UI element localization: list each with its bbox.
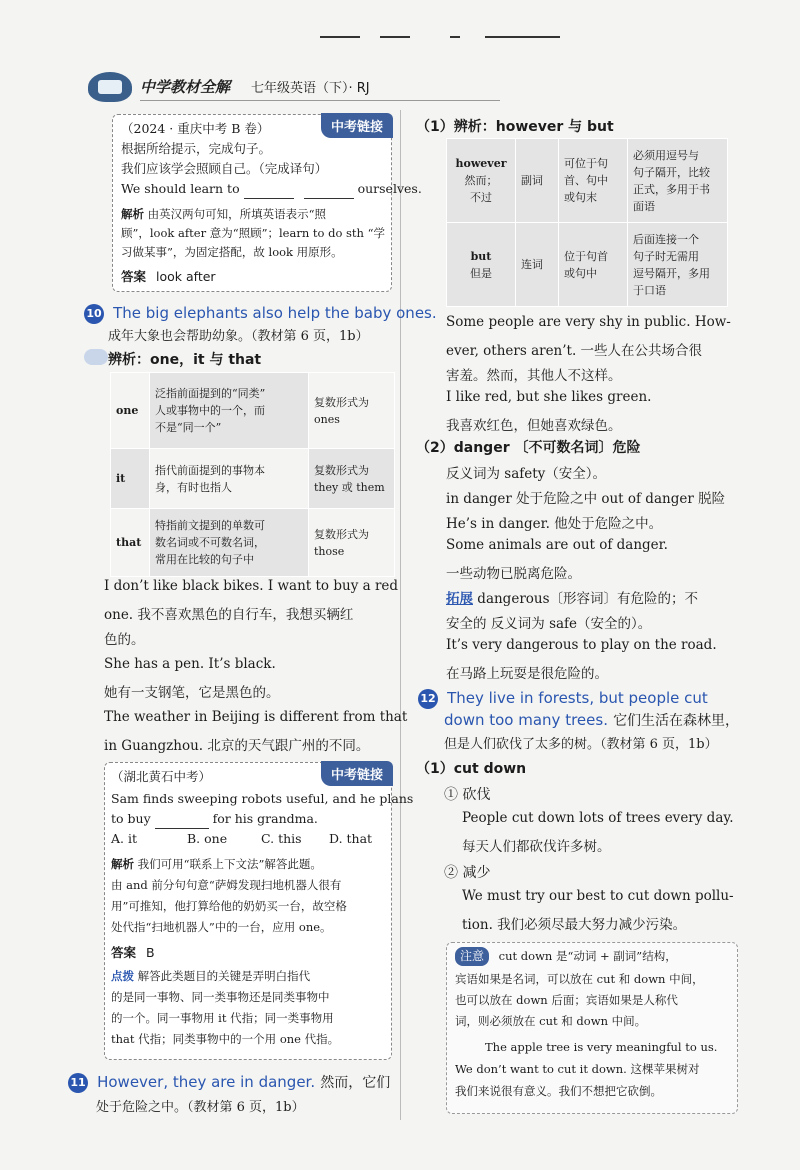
- item-10-english: The big elephants also help the baby ones.: [113, 304, 437, 322]
- analysis-text: 用”可推知，他打算给他的奶奶买一台，故空格: [111, 899, 347, 913]
- use-line: 句子隔开，比较: [633, 165, 710, 179]
- item-11-english: However, they are in danger.: [97, 1073, 316, 1091]
- analysis-label: 解析: [111, 857, 134, 871]
- plural-line: ones: [314, 412, 340, 426]
- place-line: 可位于句: [564, 157, 608, 170]
- table-cell-pos: 副词: [516, 139, 559, 223]
- analysis-text: 顾”，look after 意为“照顾”；learn to do sth “学: [121, 226, 385, 240]
- desc-line: 指代前面提到的事物本: [155, 463, 265, 477]
- example-line: She has a pen. It’s black.: [104, 656, 276, 672]
- meaning-1: ① 砍伐: [444, 787, 491, 803]
- item-11-chinese: 然而，它们: [320, 1075, 391, 1091]
- item-number-badge: 12: [418, 689, 438, 709]
- example-line: The weather in Beijing is different from that: [104, 709, 408, 725]
- example-line: 害羞。然而，其他人不这样。: [446, 368, 622, 384]
- cut-down-title: （1）cut down: [416, 761, 527, 777]
- use-line: 逗号隔开，多用: [633, 266, 710, 280]
- word-cn: 但是: [470, 266, 492, 280]
- answer-value: B: [146, 945, 155, 960]
- option-d: D. that: [329, 831, 373, 846]
- item-12-english: down too many trees.: [444, 711, 608, 729]
- tip-text: 的一个。同一事物用 it 代指；同一类事物用: [111, 1011, 334, 1025]
- item-11-chinese: 处于危险之中。（教材第 6 页，1b）: [96, 1100, 305, 1115]
- book-logo-icon: [88, 72, 132, 102]
- table-cell-plural: [309, 509, 395, 577]
- word-cn: 不过: [470, 191, 492, 204]
- table-cell-word: [447, 223, 516, 307]
- tip-label: 点拨: [111, 969, 134, 983]
- question-part-b: ourselves.: [357, 181, 422, 196]
- example-line: 反义词为 safety（安全）。: [446, 466, 607, 482]
- header-rule: [140, 100, 500, 101]
- danger-title: （2）danger 〔不可数名词〕危险: [416, 440, 641, 456]
- exam-question: [121, 179, 422, 199]
- item-10-heading: [84, 303, 437, 324]
- book-title: 中学教材全解: [140, 78, 231, 96]
- example-line: We must try our best to cut down pollu-: [462, 888, 734, 904]
- plural-line: 复数形式为: [314, 527, 369, 541]
- example-line: in Guangzhou. 北京的天气跟广州的不同。: [104, 738, 370, 754]
- analysis-line: [111, 855, 322, 874]
- item-12-english: They live in forests, but people cut: [447, 689, 708, 707]
- answer-line: [121, 267, 216, 287]
- desc-line: 不是“同一个”: [155, 421, 222, 434]
- meaning-2: ② 减少: [444, 865, 491, 881]
- book-subtitle: 七年级英语（下）· RJ: [251, 81, 370, 96]
- analysis-text: 由英汉两句可知，所填英语表示“照: [147, 207, 327, 221]
- example-line: 在马路上玩耍是很危险的。: [446, 666, 608, 682]
- extension-line: [446, 587, 698, 607]
- table-cell-word: that: [111, 509, 150, 577]
- exam-link-box-2: [104, 762, 414, 1060]
- example-line: in danger 处于危险之中 out of danger 脱险: [446, 491, 726, 507]
- however-but-table: [446, 138, 728, 307]
- item-11-heading: [68, 1072, 390, 1093]
- table-cell-place: [559, 139, 628, 223]
- example-line: Some people are very shy in public. How-: [446, 314, 731, 330]
- analysis-line: [121, 205, 326, 224]
- answer-line: [111, 943, 155, 963]
- plural-line: they 或 them: [314, 480, 385, 494]
- desc-line: 特指前文提到的单数可: [155, 519, 265, 532]
- tip-line: [111, 967, 310, 986]
- answer-blank: [244, 198, 294, 199]
- example-line: It’s very dangerous to play on the road.: [446, 637, 717, 653]
- table-cell-word: [447, 139, 516, 223]
- exam-instruction: 根据所给提示，完成句子。: [121, 141, 272, 156]
- table-cell-use: [628, 139, 728, 223]
- example-line: 我喜欢红色，但她喜欢绿色。: [446, 418, 622, 434]
- note-text: 也可以放在 down 后面；宾语如果是人称代: [455, 993, 678, 1007]
- desc-line: 数名词或不可数名词，: [155, 536, 265, 549]
- extension-label: 拓展: [446, 591, 473, 607]
- analysis-text: 习做某事”，为固定搭配，故 look 用原形。: [121, 245, 343, 259]
- table-cell-place: [559, 223, 628, 307]
- table-cell-word: one: [111, 373, 150, 449]
- place-line: 或句中: [564, 266, 597, 280]
- scan-marks: [300, 30, 560, 40]
- page-header: [88, 70, 408, 104]
- desc-line: 常用在比较的句子中: [155, 553, 254, 566]
- column-divider: [400, 110, 401, 1120]
- tip-text: 的是同一事物、同一类事物还是同类事物中: [111, 990, 330, 1004]
- item-12-heading: [418, 688, 708, 709]
- place-line: 位于句首: [564, 249, 608, 263]
- use-line: 必须用逗号与: [633, 148, 699, 162]
- analysis-text: 我们可用“联系上下文法”解答此题。: [137, 857, 322, 871]
- one-it-that-table: [110, 372, 395, 577]
- exam-question: [111, 809, 318, 829]
- example-line: I like red, but she likes green.: [446, 389, 652, 405]
- item-10-analysis-title: 辨析：one，it 与 that: [108, 352, 262, 368]
- note-box: [446, 942, 738, 1114]
- table-cell-plural: [309, 373, 395, 449]
- table-cell-desc: [150, 449, 309, 509]
- table-cell-use: [628, 223, 728, 307]
- item-10-chinese: 成年大象也会帮助幼象。（教材第 6 页，1b）: [108, 329, 369, 344]
- example-line: ever, others aren’t. 一些人在公共场合很: [446, 343, 703, 359]
- tip-text: that 代指；同类事物中的一个用 one 代指。: [111, 1032, 340, 1046]
- example-line: 每天人们都砍伐许多树。: [462, 839, 611, 855]
- desc-line: 身，有时也指人: [155, 480, 232, 494]
- word-cn: 然而；: [464, 174, 498, 187]
- however-but-title: （1）辨析：however 与 but: [416, 119, 614, 135]
- item-number-badge: 11: [68, 1073, 88, 1093]
- word: but: [470, 249, 492, 263]
- example-line: 安全的 反义词为 safe（安全的）。: [446, 616, 652, 632]
- table-cell-plural: [309, 449, 395, 509]
- note-label-icon: 注意: [455, 947, 489, 966]
- exam-link-tag: 中考链接: [321, 761, 393, 786]
- example-line: 一些动物已脱离危险。: [446, 566, 581, 582]
- place-line: 或句末: [564, 191, 597, 204]
- place-line: 首、句中: [564, 174, 608, 187]
- example-line: Some animals are out of danger.: [446, 537, 668, 553]
- desc-line: 泛指前面提到的“同类”: [155, 387, 266, 400]
- example-line: I don’t like black bikes. I want to buy a red: [104, 578, 399, 594]
- analysis-text: 处代指“扫地机器人”中的一台，应用 one。: [111, 920, 332, 934]
- item-number-badge: 10: [84, 304, 104, 324]
- question-part-a: to buy: [111, 811, 151, 826]
- note-text: 宾语如果是名词，可以放在 cut 和 down 中间，: [455, 972, 704, 986]
- question-part-a: We should learn to: [121, 181, 240, 196]
- extension-text: dangerous〔形容词〕有危险的；不: [477, 591, 699, 607]
- use-line: 句子时无需用: [633, 249, 699, 263]
- item-12-line2: [444, 710, 739, 730]
- exam-link-box-1: [112, 114, 422, 292]
- analysis-text: 由 and 前分句句意“萨姆发现扫地机器人很有: [111, 878, 342, 892]
- example-line: one. 我不喜欢黑色的自行车，我想买辆红: [104, 607, 354, 623]
- example-line: He’s in danger. 他处于危险之中。: [446, 516, 663, 532]
- desc-line: 人或事物中的一个，而: [155, 404, 265, 417]
- plural-line: those: [314, 544, 345, 558]
- table-cell-word: it: [111, 449, 150, 509]
- answer-label: 答案: [111, 945, 137, 960]
- note-text: We don’t want to cut it down. 这棵苹果树对: [455, 1062, 700, 1076]
- table-cell-desc: [150, 373, 309, 449]
- analysis-icon: [84, 349, 108, 365]
- word: however: [455, 157, 507, 170]
- example-line: People cut down lots of trees every day.: [462, 810, 734, 826]
- item-12-chinese: 但是人们砍伐了太多的树。（教材第 6 页，1b）: [444, 737, 718, 752]
- plural-line: 复数形式为: [314, 395, 369, 409]
- note-line: [455, 947, 677, 966]
- note-text: cut down 是“动词 + 副词”结构，: [498, 949, 677, 963]
- note-text: The apple tree is very meaningful to us.: [485, 1040, 718, 1054]
- tip-text: 解答此类题目的关键是弄明白指代: [137, 969, 311, 983]
- exam-cn-sentence: 我们应该学会照顾自己。（完成译句）: [121, 161, 328, 176]
- example-line: 色的。: [104, 632, 145, 648]
- note-text: 我们来说很有意义。我们不想把它砍倒。: [455, 1084, 662, 1098]
- example-line: tion. 我们必须尽最大努力减少污染。: [462, 917, 687, 933]
- option-b: B. one: [187, 831, 228, 846]
- option-a: A. it: [111, 831, 137, 846]
- answer-label: 答案: [121, 269, 147, 284]
- use-line: 于口语: [633, 283, 666, 297]
- answer-value: look after: [156, 269, 216, 284]
- table-cell-desc: [150, 509, 309, 577]
- example-line: 她有一支钢笔，它是黑色的。: [104, 685, 280, 701]
- use-line: 面语: [633, 199, 655, 213]
- item-12-chinese: 它们生活在森林里，: [613, 713, 740, 729]
- table-cell-pos: 连词: [516, 223, 559, 307]
- question-part-b: for his grandma.: [212, 811, 318, 826]
- note-text: 词，则必须放在 cut 和 down 中间。: [455, 1014, 647, 1028]
- exam-source: （2024 · 重庆中考 B 卷）: [121, 121, 270, 136]
- analysis-label: 解析: [121, 207, 144, 221]
- answer-blank: [304, 198, 354, 199]
- exam-source: （湖北黄石中考）: [111, 769, 212, 784]
- exam-link-tag: 中考链接: [321, 113, 393, 138]
- use-line: 正式，多用于书: [633, 182, 710, 196]
- use-line: 后面连接一个: [633, 232, 699, 246]
- option-c: C. this: [261, 831, 302, 846]
- plural-line: 复数形式为: [314, 463, 369, 477]
- exam-question: Sam finds sweeping robots useful, and he plans: [111, 791, 414, 806]
